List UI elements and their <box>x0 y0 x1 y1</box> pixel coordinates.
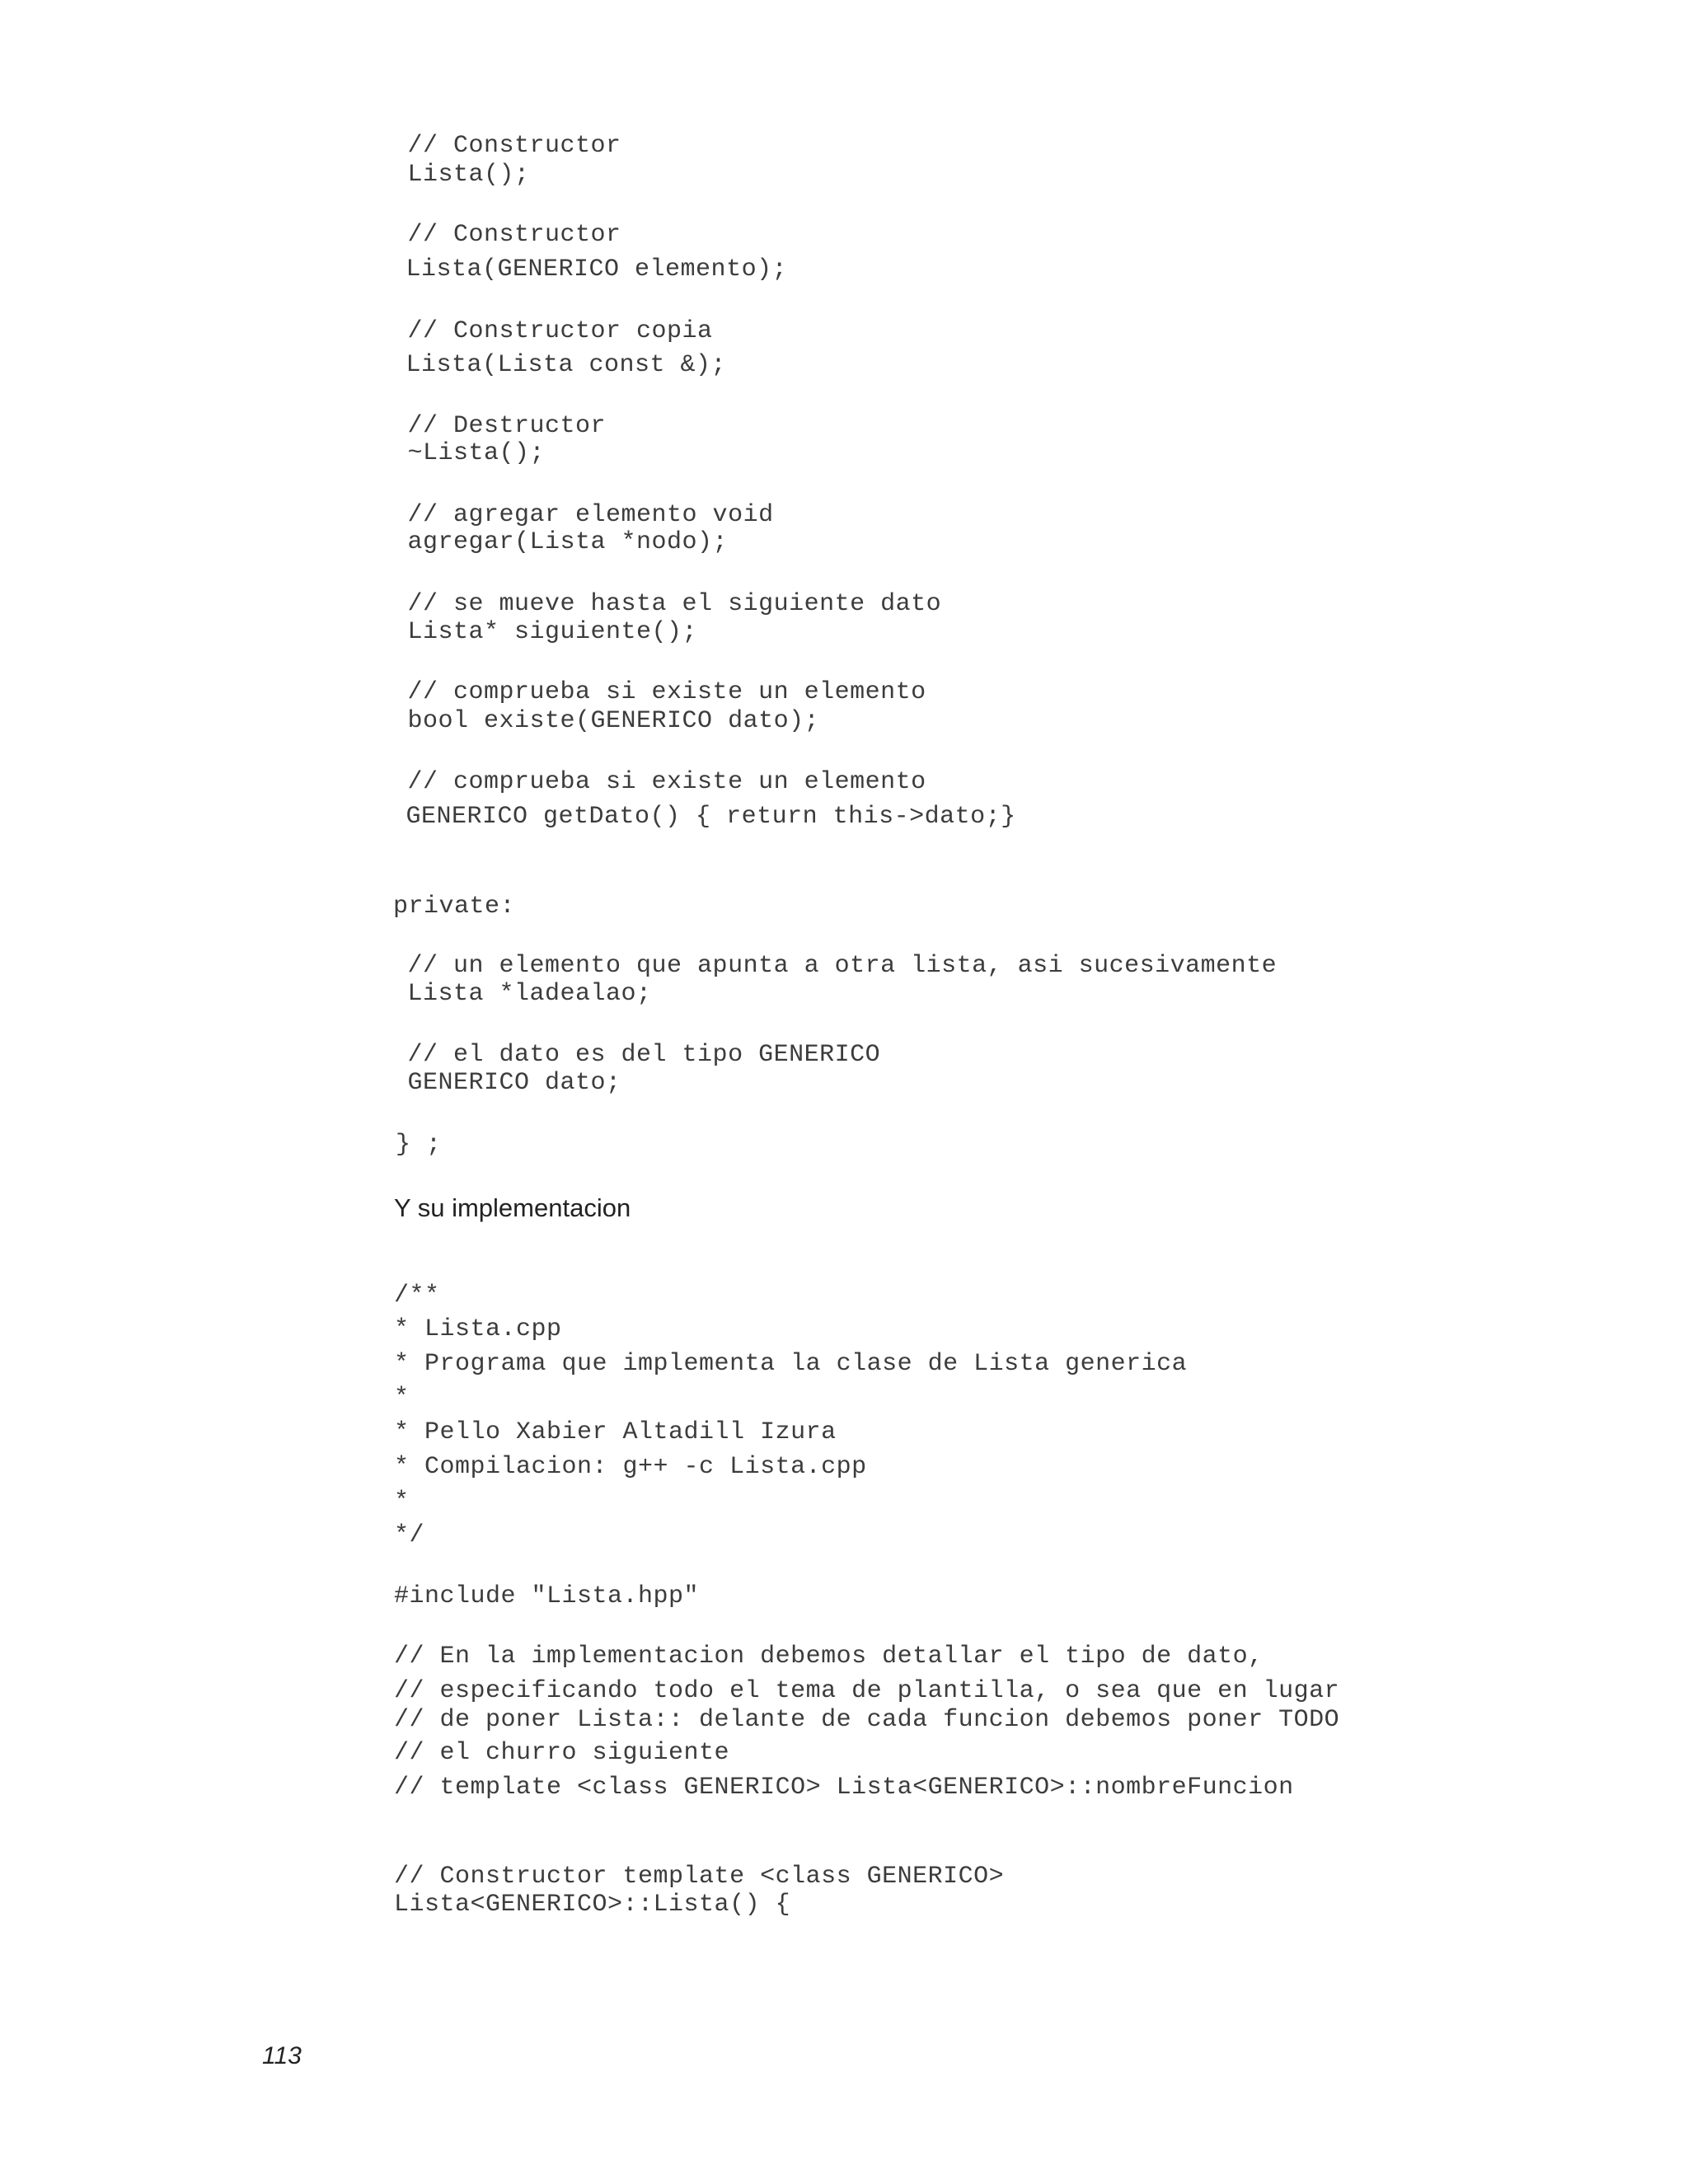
code-line: // un elemento que apunta a otra lista, asi sucesivamente <box>392 952 1278 980</box>
code-line: // template <class GENERICO> Lista<GENERICO>::nombreFuncion <box>394 1774 1294 1802</box>
code-line: // especificando todo el tema de plantilla, o sea que en lugar <box>394 1677 1340 1705</box>
code-line: */ <box>394 1521 425 1549</box>
code-line: ~Lista(); <box>392 439 546 467</box>
code-line: // el dato es del tipo GENERICO <box>392 1041 881 1069</box>
code-line: /** <box>394 1282 440 1310</box>
code-line: // Constructor <box>392 132 621 160</box>
code-line: Lista* siguiente(); <box>392 618 698 646</box>
code-line: * <box>394 1384 410 1412</box>
page-number: 113 <box>262 2042 302 2069</box>
code-line: Lista *ladealao; <box>392 980 652 1008</box>
code-line: } ; <box>396 1131 442 1159</box>
code-line: // Constructor <box>392 221 621 249</box>
code-line: // comprueba si existe un elemento <box>392 678 926 706</box>
code-line: GENERICO dato; <box>392 1069 621 1097</box>
code-line: * Lista.cpp <box>394 1315 562 1343</box>
code-line: bool existe(GENERICO dato); <box>392 707 820 735</box>
code-line: * Pello Xabier Altadill Izura <box>394 1418 837 1446</box>
code-line: // comprueba si existe un elemento <box>392 768 926 796</box>
code-line: #include "Lista.hpp" <box>394 1582 700 1610</box>
code-line: private: <box>393 893 516 921</box>
code-line: agregar(Lista *nodo); <box>392 528 729 556</box>
code-line: // Destructor <box>392 412 607 440</box>
code-line: * Programa que implementa la clase de Lista generica <box>394 1350 1188 1378</box>
code-line: Lista(GENERICO elemento); <box>391 255 788 284</box>
code-line: * <box>394 1488 410 1516</box>
code-line: // Constructor template <class GENERICO> <box>394 1863 1005 1891</box>
code-line: Lista(Lista const &); <box>391 351 727 379</box>
code-line: // de poner Lista:: delante de cada funcion debemos poner TODO <box>394 1706 1340 1734</box>
code-line: // Constructor copia <box>392 317 713 345</box>
code-line: // En la implementacion debemos detallar el tipo de dato, <box>394 1643 1264 1671</box>
section-heading: Y su implementacion <box>394 1193 631 1222</box>
code-line: // el churro siguiente <box>394 1739 730 1767</box>
code-line: // se mueve hasta el siguiente dato <box>392 590 942 618</box>
code-line: GENERICO getDato() { return this->dato;} <box>391 803 1016 831</box>
code-line: * Compilacion: g++ -c Lista.cpp <box>394 1453 867 1481</box>
code-line: // agregar elemento void <box>392 501 774 529</box>
code-line: Lista<GENERICO>::Lista() { <box>394 1891 791 1919</box>
code-line: Lista(); <box>392 161 530 189</box>
